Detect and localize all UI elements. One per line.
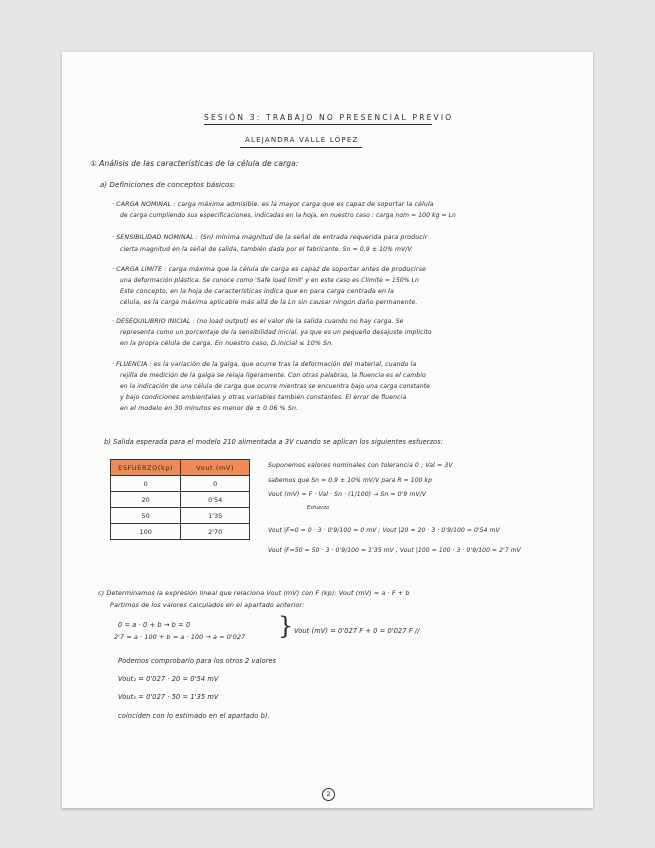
definition-line: · SENSIBILIDAD NOMINAL : (Sn) mínima magnitud de la señal de entrada requerida para producir	[112, 234, 428, 241]
definition-line: cierta magnitud en la señal de salida, también dada por el fabricante. Sn = 0.9 ± 10% mV/V	[120, 246, 412, 253]
vout-calc-line-2: Vout |F=50 = 50 · 3 · 0'9/100 = 1'35 mV , Vout |100 = 100 · 3 · 0'9/100 = 2'7 mV	[268, 547, 521, 554]
table-row	[111, 524, 250, 540]
esfuerzo-label: Esfuerzo	[307, 505, 330, 511]
table-row	[111, 476, 250, 492]
page-title: SESIÓN 3: TRABAJO NO PRESENCIAL PREVIO	[204, 113, 454, 122]
definition-line: · DESEQUILIBRIO INICIAL : (no load output) es el valor de la salida cuando no hay carga. Se	[112, 318, 404, 325]
table-cell: 2'70	[181, 524, 250, 540]
esfuerzo-table	[110, 459, 250, 540]
part-c-heading: c) Determinamos la expresión lineal que relaciona Vout (mV) con F (kp): Vout (mV) = a · F + b	[98, 589, 410, 597]
equation-1: 0 = a · 0 + b → b = 0	[118, 621, 191, 629]
check-line-1: Vout₂ = 0'027 · 20 = 0'54 mV	[118, 675, 219, 683]
definition-line: representa como un porcentaje de la sensibilidad inicial. ya que es un pequeño desajuste implícito	[120, 329, 432, 336]
equation-2: 2'7 = a · 100 + b = a · 100 → a = 0'027	[114, 633, 246, 641]
definition-line: una deformación plástica. Se conoce como 'Safe load limit' y en este caso es Climite = 150% Ln	[120, 277, 419, 284]
table-cell: 20	[111, 492, 181, 508]
section-intro: ① Análisis de las características de la célula de carga:	[90, 159, 299, 168]
table-header-esfuerzo: ESFUERZO(kp)	[111, 460, 181, 476]
part-a-heading: a) Definiciones de conceptos básicos:	[100, 181, 236, 189]
definition-line: Este concepto, en la hoja de características indica que en para carga centrada en la	[120, 288, 394, 295]
table-cell: 1'35	[181, 508, 250, 524]
definition-line: en el modelo en 30 minutos es menor de ± 0.06 % Sn.	[120, 405, 299, 412]
equation-brace: }	[278, 612, 294, 640]
vout-formula: Vout (mV) = F · Val · Sn · (1/100) → Sn = 0'9 mV/V	[268, 491, 427, 498]
check-intro: Podemos comprobarlo para los otros 2 valores	[118, 657, 277, 665]
definition-line: de carga cumpliendo sus especificaciones, indicadas en la hoja, en nuestro caso : carga nom = 100 kg = Ln	[120, 212, 456, 219]
definition-line: en la propia célula de carga. En nuestro caso, D.inicial ≤ 10% Sn.	[120, 340, 334, 347]
conclusion: coinciden con lo estimado en el apartado b).	[118, 712, 270, 720]
check-line-2: Vout₅ = 0'027 · 50 = 1'35 mV	[118, 693, 219, 701]
definition-line: en la indicación de una célula de carga que ocurre mientras se encuentra bajo una carga constante	[120, 383, 430, 390]
table-cell: 0	[181, 476, 250, 492]
definition-line: rejilla de medición de la galga se relaja ligeramente. Con otras palabras, la fluencia es el cambio	[120, 372, 426, 379]
title-underline	[204, 124, 432, 125]
assumption-note: Suponemos valores nominales con tolerancia 0 ; Val = 3V	[268, 462, 453, 469]
part-b-heading: b) Salida esperada para el modelo 210 alimentada a 3V cuando se aplican los siguientes esfuerzos:	[104, 438, 444, 446]
table-cell: 0	[111, 476, 181, 492]
table-row	[111, 508, 250, 524]
vout-calc-line-1: Vout |F=0 = 0 · 3 · 0'9/100 = 0 mV ; Vout |20 = 20 · 3 · 0'9/100 = 0'54 mV	[268, 527, 500, 534]
table-cell: 0'54	[181, 492, 250, 508]
table-header-row	[111, 460, 250, 476]
table-cell: 50	[111, 508, 181, 524]
definition-line: y bajo condiciones ambientales y otras variables también constantes. El error de fluencia	[120, 394, 407, 401]
definition-line: célula, es la carga máxima aplicable más allá de la Ln sin causar ningún daño permanente.	[120, 299, 418, 306]
author-name: ALEJANDRA VALLE LÓPEZ	[245, 136, 359, 144]
table-cell: 100	[111, 524, 181, 540]
author-underline	[240, 147, 362, 148]
sensitivity-note: sabemos que Sn = 0.9 ± 10% mV/V para R = 100 kp	[268, 477, 433, 484]
definition-line: · CARGA LÍMITE : carga máxima que la célula de carga es capaz de soportar antes de producirse	[112, 266, 426, 273]
table-row	[111, 492, 250, 508]
document-page	[62, 52, 593, 808]
table-header-vout: Vout (mV)	[181, 460, 250, 476]
definition-line: · CARGA NOMINAL : carga máxima admisible. es la mayor carga que es capaz de soportar la célula	[112, 201, 434, 208]
part-c-subheading: Partimos de los valores calculados en el apartado anterior:	[110, 601, 305, 609]
page-number: 2	[322, 788, 335, 801]
linear-result: Vout (mV) = 0'027 F + 0 = 0'027 F //	[294, 627, 420, 635]
definition-line: · FLUENCIA : es la variación de la galga, que ocurre tras la deformación del material, cuando la	[112, 361, 417, 368]
